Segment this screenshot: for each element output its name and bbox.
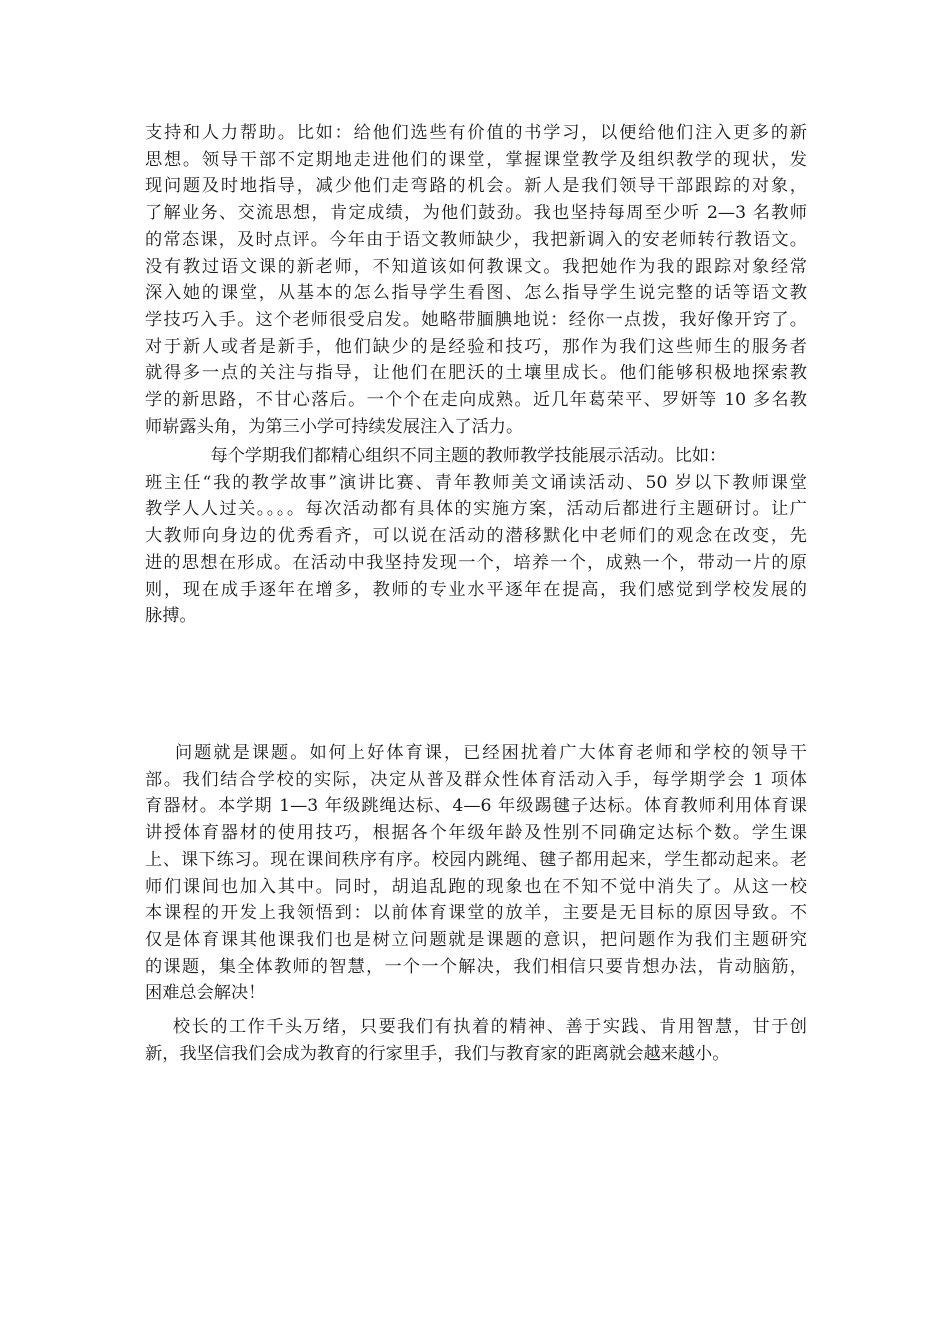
text-line: 新，我坚信我们会成为教育的行家里手，我们与教育家的距离就会越来越小。	[145, 1043, 730, 1064]
text-line: 就得多一点的关注与指导，让他们在肥沃的土壤里成长。他们能够积极地探索教	[145, 363, 807, 384]
paragraph-conclusion	[145, 1014, 807, 1067]
paragraph-teacher-mentoring	[145, 120, 807, 440]
text-line: 大教师向身边的优秀看齐，可以说在活动的潜移默化中老师们的观念在改变，先	[145, 526, 807, 547]
text-line: 上、课下练习。现在课间秩序有序。校园内跳绳、毽子都用起来，学生都动起来。老	[145, 849, 807, 870]
text-line: 脉搏。	[145, 606, 197, 627]
text-line: 每个学期我们都精心组织不同主题的教师教学技能展示活动。比如：	[145, 446, 727, 466]
text-line: 师们课间也加入其中。同时，胡追乱跑的现象也在不知不觉中消失了。从这一校	[145, 876, 807, 897]
text-line: 的常态课，及时点评。今年由于语文教师缺少，我把新调入的安老师转行教语文。	[145, 229, 807, 250]
text-line: 部。我们结合学校的实际，决定从普及群众性体育活动入手，每学期学会 1 项体	[145, 769, 807, 790]
paragraph-skill-activities	[145, 443, 807, 630]
text-line: 则，现在成手逐年在增多，教师的专业水平逐年在提高，我们感觉到学校发展的	[145, 579, 807, 600]
text-line: 进的思想在形成。在活动中我坚持发现一个，培养一个，成熟一个，带动一片的原	[145, 552, 807, 573]
paragraph-pe-curriculum	[145, 740, 807, 1007]
text-line: 班主任“我的教学故事”演讲比赛、青年教师美文诵读活动、50 岁以下教师课堂	[145, 472, 807, 493]
text-line: 仅是体育课其他课我们也是树立问题就是课题的意识，把问题作为我们主题研究	[145, 929, 807, 950]
text-line: 没有教过语文课的新老师，不知道该如何教课文。我把她作为我的跟踪对象经常	[145, 256, 807, 277]
text-line: 了解业务、交流思想，肯定成绩，为他们鼓劲。我也坚持每周至少听 2—3 名教师	[145, 203, 807, 224]
text-line: 思想。领导干部不定期地走进他们的课堂，掌握课堂教学及组织教学的现状，发	[145, 149, 807, 170]
text-line: 学的新思路，不甘心落后。一个个在走向成熟。近几年葛荣平、罗妍等 10 多名教	[145, 390, 807, 411]
text-line: 校长的工作千头万绪，只要我们有执着的精神、善于实践、肯用智慧，甘于创	[145, 1017, 807, 1037]
text-line: 本课程的开发上我领悟到：以前体育课堂的放羊，主要是无目标的原因导致。不	[145, 903, 807, 924]
text-line: 困难总会解决！	[145, 983, 266, 1004]
text-line: 现问题及时地指导，减少他们走弯路的机会。新人是我们领导干部跟踪的对象，	[145, 176, 807, 197]
text-line: 教学人人过关。。。。每次活动都有具体的实施方案，活动后都进行主题研讨。让广	[145, 499, 807, 520]
text-line: 的课题，集全体教师的智慧，一个一个解决，我们相信只要肯想办法，肯动脑筋，	[145, 956, 807, 977]
text-line: 深入她的课堂，从基本的怎么指导学生看图、怎么指导学生说完整的话等语文教	[145, 283, 807, 304]
text-line: 讲授体育器材的使用技巧，根据各个年级年龄及性别不同确定达标个数。学生课	[145, 823, 807, 844]
text-line: 对于新人或者是新手，他们缺少的是经验和技巧，那作为我们这些师生的服务者	[145, 336, 807, 357]
text-line: 问题就是课题。如何上好体育课，已经困扰着广大体育老师和学校的领导干	[145, 743, 807, 763]
text-line: 学技巧入手。这个老师很受启发。她略带腼腆地说：经你一点拨，我好像开窍了。	[145, 309, 807, 330]
text-line: 师崭露头角，为第三小学可持续发展注入了活力。	[145, 416, 524, 437]
text-line: 支持和人力帮助。比如：给他们选些有价值的书学习，以便给他们注入更多的新	[145, 123, 807, 143]
text-line: 育器材。本学期 1—3 年级跳绳达标、4—6 年级踢毽子达标。体育教师利用体育课	[145, 796, 807, 817]
